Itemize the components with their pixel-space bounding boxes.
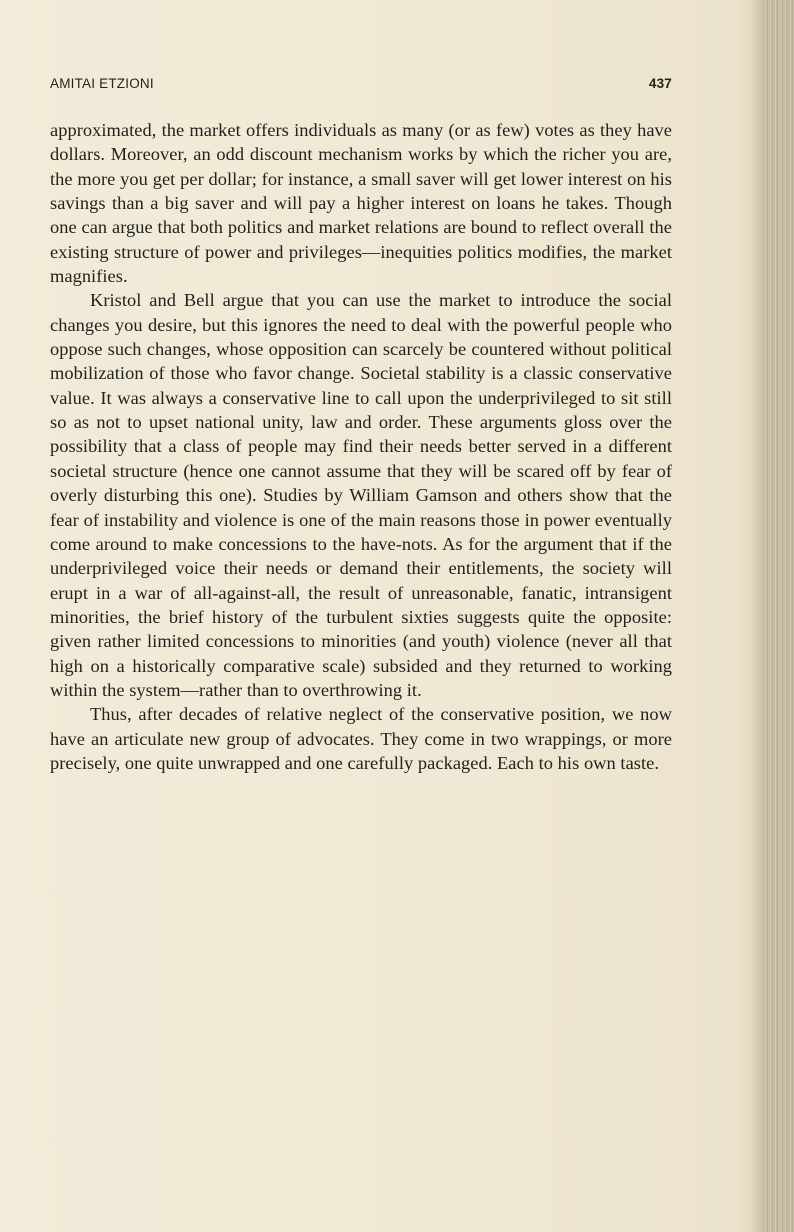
running-head-author: AMITAI ETZIONI [50, 76, 154, 91]
paragraph: Thus, after decades of relative neglect of the conservative position, we now have an articulate new group of advocates. They come in two wrappings, or more precisely, one quite unwrapped and one carefully packaged. Each to his own taste. [50, 704, 672, 773]
body-text [50, 118, 672, 775]
page-edge-stack [764, 0, 794, 1232]
paragraph: approximated, the market offers individuals as many (or as few) votes as they have dollars. Moreover, an odd discount mechanism works by which the richer you are, the more you get per dollar; for instance, a small saver will get lower interest on his savings than a big saver and will pay a higher interest on loans he takes. Though one can argue that both politics and market relations are bound to reflect overall the existing structure of power and privileges—inequities politics modifies, the market magnifies. [50, 120, 672, 287]
paragraph: Kristol and Bell argue that you can use the market to introduce the social changes you desire, but this ignores the need to deal with the powerful people who oppose such changes, whose opposition can scarcely be countered without political mobilization of those who favor change. Societal stability is a classic conservative value. It was always a conservative line to call upon the underprivileged to sit still so as not to upset national unity, law and order. These arguments gloss over the possibility that a class of people may find their needs better served in a different societal structure (hence one cannot assume that they will be scared off by fear of overly disturbing this one). Studies by William Gamson and others show that the fear of instability and violence is one of the main reasons those in power eventually come around to make concessions to the have-nots. As for the argument that if the underprivileged voice their needs or demand their entitlements, the society will erupt in a war of all-against-all, the result of unreasonable, fanatic, intransigent minorities, the brief history of the turbulent sixties suggests quite the opposite: given rather limited concessions to minorities (and youth) violence (never all that high on a historically comparative scale) subsided and they returned to working within the system—rather than to overthrowing it. [50, 290, 672, 700]
page-gutter-shadow [750, 0, 764, 1232]
page-number: 437 [648, 76, 672, 91]
running-head [50, 76, 672, 96]
